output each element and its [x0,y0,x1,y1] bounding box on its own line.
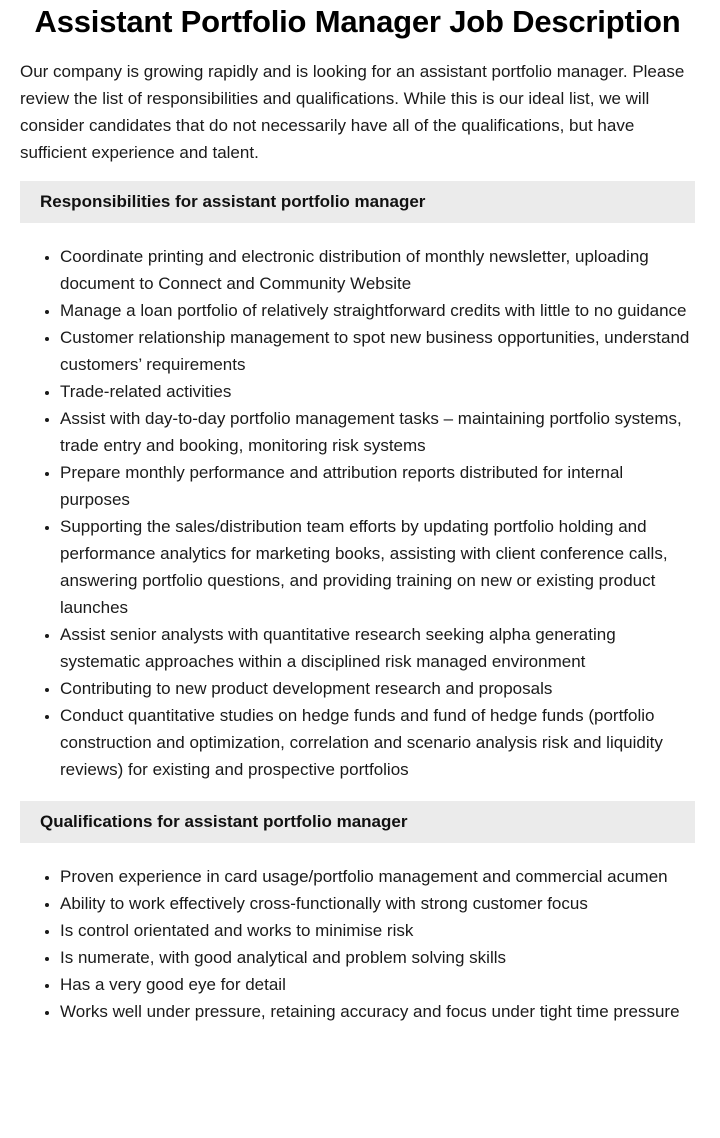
list-item: • Proven experience in card usage/portfolio management and commercial acumen [60,863,695,890]
list-item: • Ability to work effectively cross-functionally with strong customer focus [60,890,695,917]
list-item: • Supporting the sales/distribution team efforts by updating portfolio holding and performance analytics for marketing books, assisting with client conference calls, answering portfolio questions, and providing training on new or existing product launches [60,513,695,621]
qualifications-list [20,863,695,1025]
list-item: • Coordinate printing and electronic distribution of monthly newsletter, uploading document to Connect and Community Website [60,243,695,297]
list-item: • Trade-related activities [60,378,695,405]
responsibilities-heading: Responsibilities for assistant portfolio manager [20,181,695,223]
qualifications-heading: Qualifications for assistant portfolio manager [20,801,695,843]
list-item: • Works well under pressure, retaining accuracy and focus under tight time pressure [60,998,695,1025]
list-item: • Has a very good eye for detail [60,971,695,998]
list-item: • Prepare monthly performance and attribution reports distributed for internal purposes [60,459,695,513]
list-item: • Customer relationship management to spot new business opportunities, understand customers’ requirements [60,324,695,378]
responsibilities-list [20,243,695,783]
list-item: • Is numerate, with good analytical and problem solving skills [60,944,695,971]
list-item: • Contributing to new product development research and proposals [60,675,695,702]
intro-paragraph: Our company is growing rapidly and is looking for an assistant portfolio manager. Please review the list of responsibilities and qualifications. While this is our ideal list, we will consider candidates that do not necessarily have all of the qualifications, but have sufficient experience and talent. [20,62,685,162]
list-item: • Manage a loan portfolio of relatively straightforward credits with little to no guidance [60,297,695,324]
list-item: • Conduct quantitative studies on hedge funds and fund of hedge funds (portfolio construction and optimization, correlation and scenario analysis risk and liquidity reviews) for existing and prospective portfolios [60,702,695,783]
list-item: • Assist senior analysts with quantitative research seeking alpha generating systematic approaches within a disciplined risk managed environment [60,621,695,675]
list-item: • Is control orientated and works to minimise risk [60,917,695,944]
page-title: Assistant Portfolio Manager Job Description [34,4,681,39]
list-item: • Assist with day-to-day portfolio management tasks – maintaining portfolio systems, trade entry and booking, monitoring risk systems [60,405,695,459]
